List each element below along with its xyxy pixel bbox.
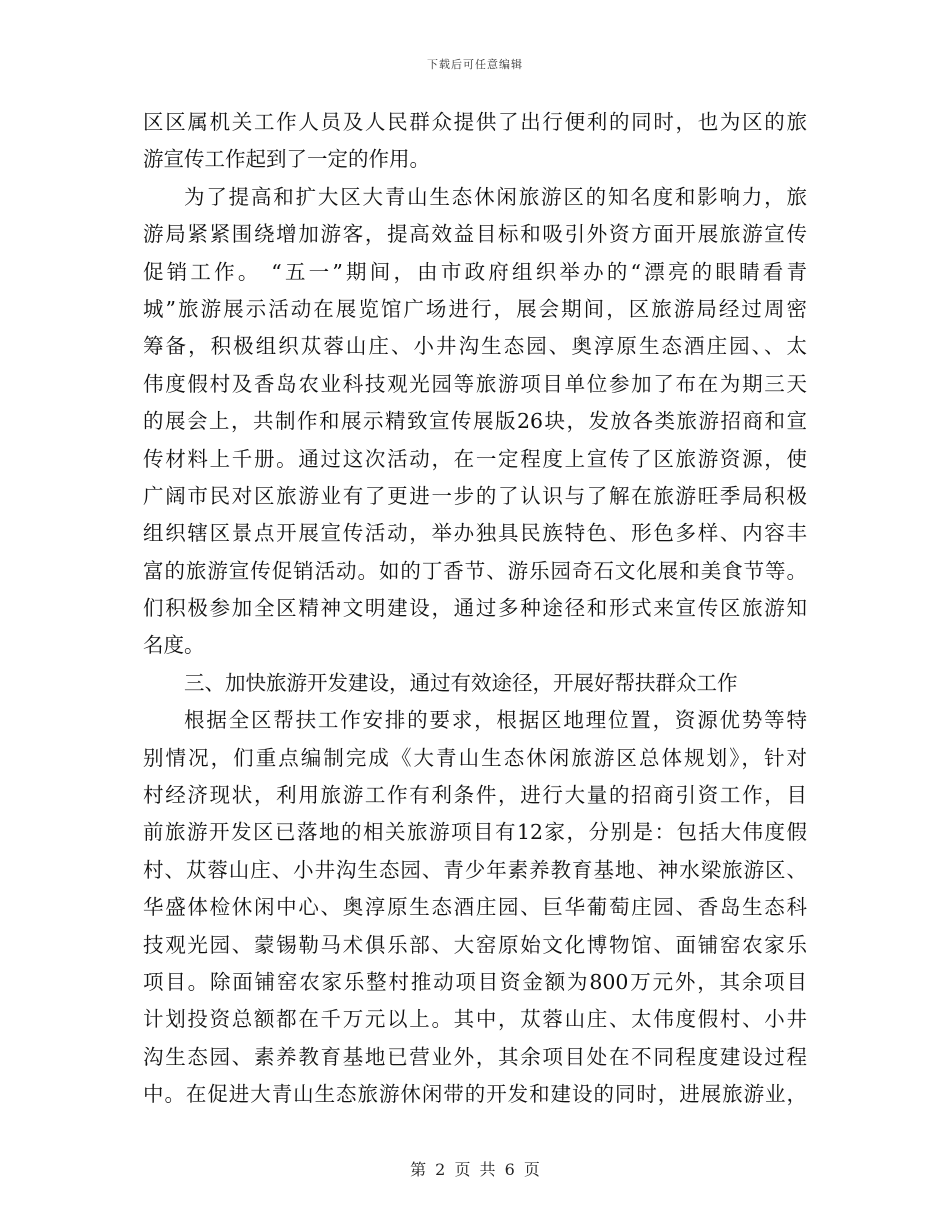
text-line: 根据全区帮扶工作安排的要求，根据区地理位置，资源优势等特: [184, 708, 807, 733]
text-line: 村、苁蓉山庄、小井沟生态园、青少年素养教育基地、神水梁旅游区、: [143, 857, 807, 882]
text-line: 别情况，们重点编制完成《大青山生态休闲旅游区总体规划》，针对: [143, 745, 807, 770]
page-header: 下载后可任意编辑: [427, 58, 523, 71]
text-line: 筹备，积极组织苁蓉山庄、小井沟生态园、奥淳原生态酒庄园、、太: [143, 334, 807, 359]
text-line: 组织辖区景点开展宣传活动，举办独具民族特色、形色多样、内容丰: [143, 521, 807, 546]
text-line: 名度。: [143, 633, 205, 658]
text-line: 前旅游开发区已落地的相关旅游项目有12家，分别是：包括大伟度假: [143, 820, 807, 845]
section-heading: [143, 665, 807, 702]
paragraph-1: [143, 104, 807, 179]
text-line: 的展会上，共制作和展示精致宣传展版26块，发放各类旅游招商和宣: [143, 409, 807, 434]
text-line: 沟生态园、素养教育基地已营业外，其余项目处在不同程度建设过程: [143, 1044, 807, 1069]
paragraph-3: [143, 702, 807, 1113]
text-line: 技观光园、蒙锡勒马术俱乐部、大窑原始文化博物馆、面铺窑农家乐: [143, 932, 807, 957]
text-line: 为了提高和扩大区大青山生态休闲旅游区的知名度和影响力，旅: [184, 184, 807, 209]
text-line: 伟度假村及香岛农业科技观光园等旅游项目单位参加了布在为期三天: [143, 371, 807, 396]
document-body: [143, 104, 807, 1114]
text-line: 广阔市民对区旅游业有了更进一步的了认识与了解在旅游旺季局积极: [143, 483, 807, 508]
text-line: 区区属机关工作人员及人民群众提供了出行便利的同时，也为区的旅: [143, 110, 807, 134]
text-line: 们积极参加全区精神文明建设，通过多种途径和形式来宣传区旅游知: [143, 596, 807, 621]
text-line: 计划投资总额都在千万元以上。其中，苁蓉山庄、太伟度假村、小井: [143, 1007, 807, 1032]
paragraph-2: [143, 179, 807, 665]
text-line: 项目。除面铺窑农家乐整村推动项目资金额为800万元外，其余项目: [143, 969, 807, 994]
text-line: 村经济现状，利用旅游工作有利条件，进行大量的招商引资工作，目: [143, 783, 807, 808]
text-line: 促销工作。 “五一”期间，由市政府组织举办的“漂亮的眼睛看青: [143, 259, 807, 284]
text-line: 华盛体检休闲中心、奥淳原生态酒庄园、巨华葡萄庄园、香岛生态科: [143, 895, 807, 920]
page-footer: 第 2 页 共 6 页: [410, 1160, 540, 1179]
text-line: 富的旅游宣传促销活动。如的丁香节、游乐园奇石文化展和美食节等。: [143, 558, 807, 583]
text-line: 游局紧紧围绕增加游客，提高效益目标和吸引外资方面开展旅游宣传: [143, 222, 807, 247]
section-heading-text: 三、加快旅游开发建设，通过有效途径，开展好帮扶群众工作: [184, 670, 738, 695]
text-line: 中。在促进大青山生态旅游休闲带的开发和建设的同时，进展旅游业，: [143, 1082, 807, 1107]
text-line: 游宣传工作起到了一定的作用。: [143, 147, 430, 172]
text-line: 城”旅游展示活动在展览馆广场进行，展会期间，区旅游局经过周密: [143, 296, 807, 321]
text-line: 传材料上千册。通过这次活动，在一定程度上宣传了区旅游资源，使: [143, 446, 807, 471]
